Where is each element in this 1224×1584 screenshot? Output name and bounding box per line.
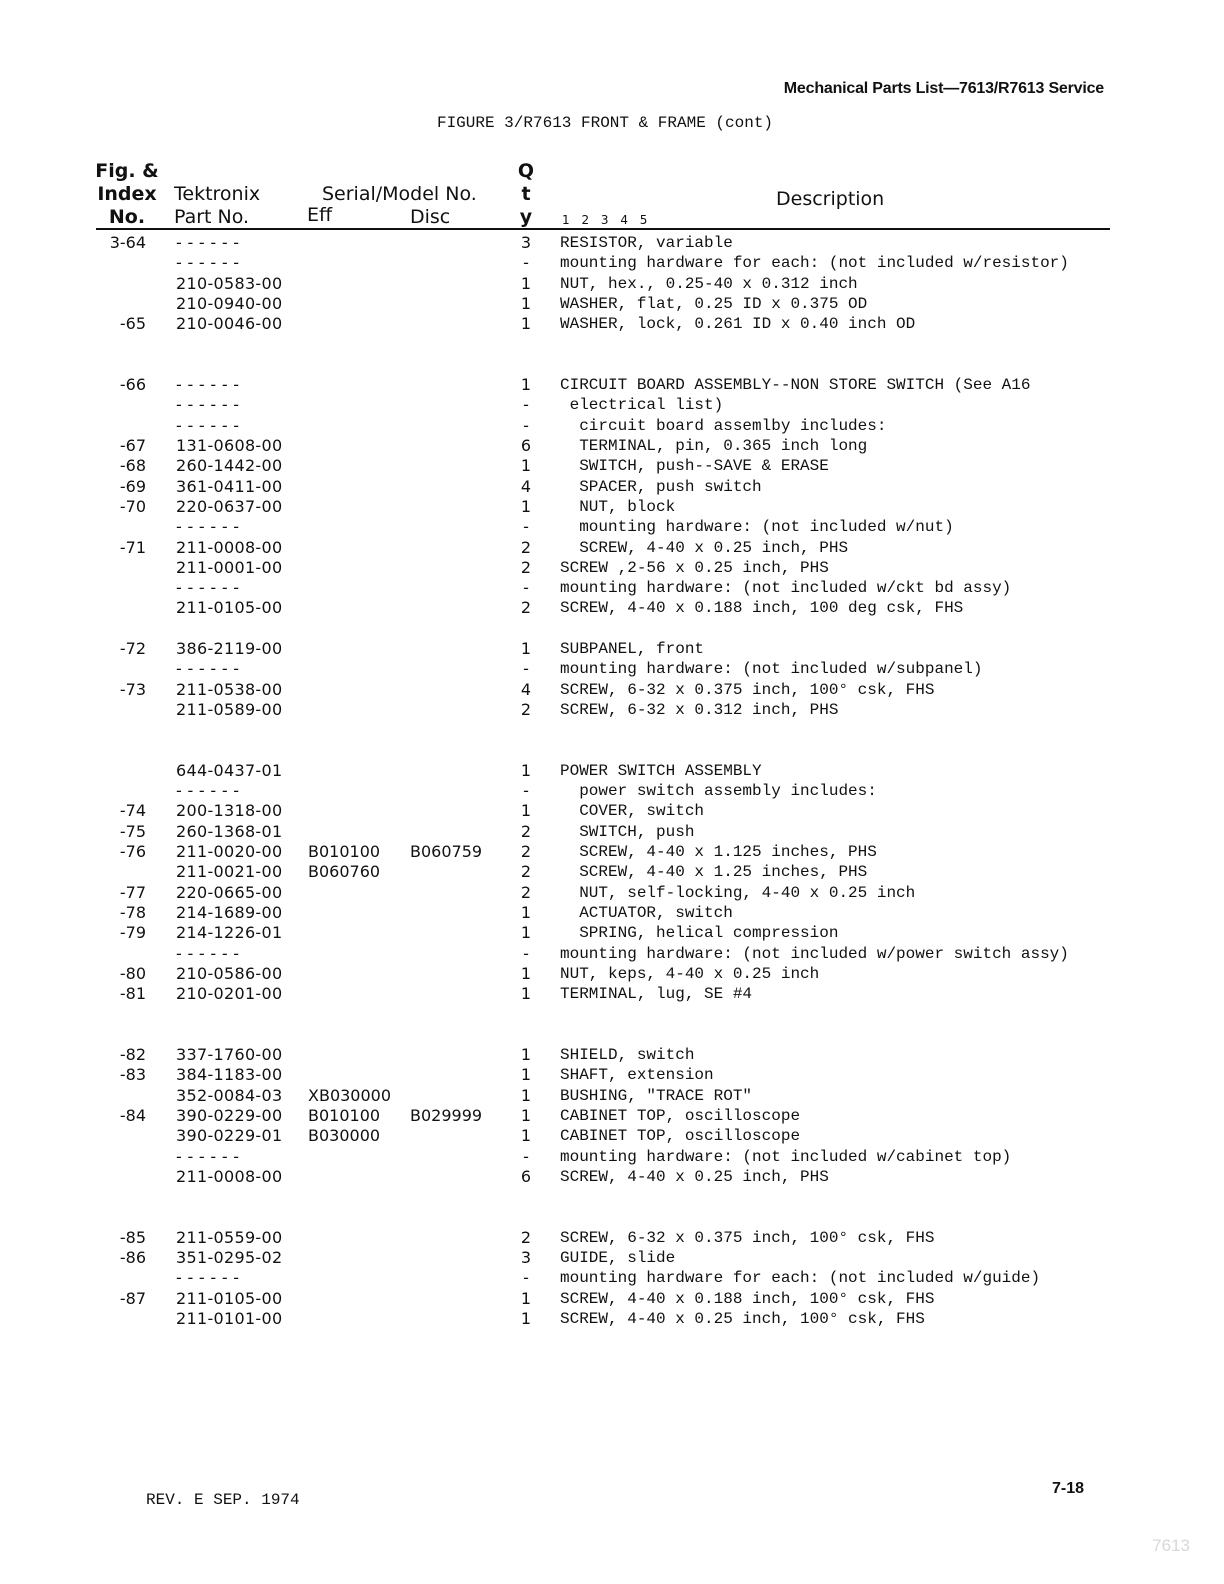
description-cell: SHIELD, switch [560,1046,695,1064]
part-no-heading-line2: Part No. [174,206,250,228]
quantity-cell: 1 [520,1045,532,1064]
qty-heading-line3: y [519,206,533,228]
description-cell: SCREW, 4-40 x 0.188 inch, 100 deg csk, FHS [560,599,964,618]
table-row [0,314,1224,334]
table-row [0,781,1224,801]
quantity-cell: 1 [520,496,532,516]
qty-heading-line1: Q [517,160,535,182]
part-number-cell: 210-0586-00 [176,963,283,983]
table-row [0,1086,1224,1106]
table-row [0,1045,1224,1065]
part-number-cell: 260-1368-01 [176,821,283,841]
quantity-cell: - [523,395,529,415]
quantity-cell: 2 [520,821,532,841]
part-no-heading [174,183,260,229]
description-heading: Description [776,188,885,210]
quantity-cell: 1 [520,273,532,293]
description-cell: mounting hardware: (not included w/subpanel) [560,660,983,679]
table-row [0,1065,1224,1085]
part-number-cell: 210-0583-00 [176,273,283,293]
part-no-heading-line1: Tektronix [174,183,261,205]
quantity-cell: 1 [520,1065,532,1085]
serial-disc-cell: B060759 [410,842,483,861]
quantity-cell: 2 [520,842,532,861]
description-cell: mounting hardware: (not included w/nut) [560,518,954,537]
table-row [0,862,1224,882]
description-cell: SWITCH, push [560,822,695,841]
quantity-cell: 1 [520,314,532,334]
part-number-cell: 351-0295-02 [176,1248,283,1267]
table-row [0,456,1224,476]
fig-index-cell: -81 [119,984,146,1004]
quantity-cell: - [523,659,529,679]
part-number-cell: 211-0538-00 [176,679,283,699]
description-cell: RESISTOR, variable [560,234,733,252]
quantity-cell: 4 [520,679,532,699]
fig-index-cell: -85 [119,1227,146,1247]
description-cell: WASHER, lock, 0.261 ID x 0.40 inch OD [560,315,916,334]
quantity-cell: 1 [520,456,532,476]
part-number-cell: - - - - - - [176,578,240,598]
part-number-cell: - - - - - - [176,1268,240,1288]
fig-index-cell: -82 [119,1045,146,1064]
quantity-cell: 1 [520,1126,532,1146]
table-row [0,598,1224,618]
table-row [0,274,1224,294]
quantity-cell: 6 [520,436,532,455]
quantity-cell: 1 [520,923,532,943]
quantity-cell: 1 [520,375,532,395]
description-cell: SPRING, helical compression [560,924,839,943]
table-row [0,801,1224,821]
fig-index-cell: -86 [119,1248,146,1267]
quantity-cell: - [523,781,529,801]
watermark: 7613 [1152,1536,1190,1555]
quantity-cell: 1 [520,639,532,658]
description-cell: mounting hardware: (not included w/ckt bd assy) [560,579,1012,598]
serial-eff-cell: B010100 [308,1105,381,1125]
fig-index-cell: -70 [119,496,146,516]
part-number-cell: - - - - - - [176,395,240,415]
part-number-cell: 390-0229-00 [176,1105,283,1125]
fig-index-heading-line3: No. [108,206,146,228]
part-number-cell: 211-0021-00 [176,862,283,882]
disc-heading: Disc [410,206,451,228]
part-number-cell: 211-0020-00 [176,842,283,861]
description-cell: CIRCUIT BOARD ASSEMBLY--NON STORE SWITCH (See A16 [560,376,1031,395]
description-cell: CABINET TOP, oscilloscope [560,1127,801,1146]
quantity-cell: 2 [520,537,532,557]
quantity-cell: - [523,1268,529,1288]
table-row [0,477,1224,497]
quantity-cell: 4 [520,476,532,496]
table-row [0,1106,1224,1126]
description-cell: WASHER, flat, 0.25 ID x 0.375 OD [560,294,868,313]
qty-heading [516,160,536,229]
part-number-cell: 214-1226-01 [176,923,283,943]
table-row [0,395,1224,415]
revision-footer: REV. E SEP. 1974 [146,1491,300,1509]
description-cell: COVER, switch [560,802,705,821]
fig-index-cell: -79 [119,923,146,943]
serial-eff-cell: XB030000 [308,1085,392,1105]
description-cell: TERMINAL, lug, SE #4 [560,985,753,1004]
fig-index-cell: -87 [119,1288,146,1308]
part-number-cell: 211-0101-00 [176,1308,283,1328]
fig-index-cell: -66 [119,375,146,395]
table-row [0,944,1224,964]
table-row [0,436,1224,456]
serial-model-heading: Serial/Model No. [322,183,477,205]
table-row [0,294,1224,314]
description-cell: NUT, hex., 0.25-40 x 0.312 inch [560,274,858,293]
table-row [0,1289,1224,1309]
table-row [0,639,1224,659]
indent-level-digits: 1 2 3 4 5 [562,213,652,227]
quantity-cell: 2 [520,598,532,618]
part-number-cell: - - - - - - [176,1146,240,1166]
table-row [0,659,1224,679]
table-row [0,700,1224,720]
part-number-cell: 260-1442-00 [176,456,283,476]
part-number-cell: - - - - - - [176,943,240,963]
quantity-cell: 2 [520,557,532,577]
fig-index-cell: -72 [119,639,146,658]
table-row [0,497,1224,517]
figure-title: FIGURE 3/R7613 FRONT & FRAME (cont) [436,114,774,132]
fig-index-cell: -84 [119,1105,146,1125]
description-cell: SCREW, 4-40 x 0.25 inch, PHS [560,538,849,557]
header-rule [96,228,1110,230]
description-cell: SCREW ,2-56 x 0.25 inch, PHS [560,558,829,577]
table-row [0,558,1224,578]
fig-index-cell: -76 [119,842,146,861]
part-number-cell: 200-1318-00 [176,801,283,821]
description-cell: mounting hardware: (not included w/cabinet top) [560,1147,1012,1166]
description-cell: TERMINAL, pin, 0.365 inch long [560,437,868,455]
quantity-cell: 3 [520,1248,532,1267]
description-cell: circuit board assemlby includes: [560,416,887,435]
fig-index-heading-line2: Index [97,183,157,205]
quantity-cell: 1 [520,902,532,922]
description-cell: GUIDE, slide [560,1249,676,1267]
fig-index-cell: -68 [119,456,146,476]
quantity-cell: - [523,253,529,273]
running-title: Mechanical Parts List—7613/R7613 Service [783,80,1104,97]
part-number-cell: - - - - - - [176,517,240,537]
qty-heading-line2: t [521,183,531,205]
fig-index-cell: 3-64 [109,233,146,252]
fig-index-cell: -67 [119,436,146,455]
description-cell: SCREW, 4-40 x 0.25 inch, 100° csk, FHS [560,1309,925,1328]
table-row [0,1228,1224,1248]
part-number-cell: 211-0559-00 [176,1227,283,1247]
fig-index-heading [92,160,162,229]
quantity-cell: 1 [520,984,532,1004]
quantity-cell: 2 [520,882,532,902]
part-number-cell: 384-1183-00 [176,1065,283,1085]
part-number-cell: 644-0437-01 [176,760,283,780]
part-number-cell: 210-0046-00 [176,314,283,334]
fig-index-cell: -74 [119,801,146,821]
table-row [0,538,1224,558]
part-number-cell: - - - - - - [176,253,240,273]
description-cell: POWER SWITCH ASSEMBLY [560,761,762,780]
table-row [0,233,1224,253]
part-number-cell: 211-0105-00 [176,598,283,618]
table-row [0,761,1224,781]
fig-index-cell: -65 [119,314,146,334]
table-row [0,1248,1224,1268]
description-cell: NUT, keps, 4-40 x 0.25 inch [560,964,820,983]
fig-index-cell: -69 [119,476,146,496]
table-row [0,578,1224,598]
description-cell: mounting hardware: (not included w/power switch assy) [560,944,1069,963]
description-cell: NUT, block [560,497,676,516]
part-number-cell: 220-0637-00 [176,496,283,516]
table-row [0,253,1224,273]
quantity-cell: 3 [520,233,532,252]
fig-index-cell: -77 [119,882,146,902]
fig-index-cell: -80 [119,963,146,983]
description-cell: SPACER, push switch [560,477,762,496]
description-cell: NUT, self-locking, 4-40 x 0.25 inch [560,883,916,902]
table-row [0,517,1224,537]
table-row [0,680,1224,700]
description-cell: SWITCH, push--SAVE & ERASE [560,457,829,476]
table-row [0,883,1224,903]
description-cell: CABINET TOP, oscilloscope [560,1106,801,1125]
table-row [0,903,1224,923]
serial-disc-cell: B029999 [410,1105,483,1125]
table-row [0,1309,1224,1329]
serial-eff-cell: B060760 [308,862,381,882]
description-cell: mounting hardware for each: (not included w/guide) [560,1269,1041,1288]
page-number: 7-18 [1051,1480,1084,1497]
part-number-cell: 211-0008-00 [176,537,283,557]
quantity-cell: - [523,943,529,963]
part-number-cell: 211-0008-00 [176,1166,283,1186]
description-cell: BUSHING, "TRACE ROT" [560,1086,753,1105]
table-row [0,375,1224,395]
quantity-cell: 1 [520,1105,532,1125]
part-number-cell: 211-0589-00 [176,699,283,719]
part-number-cell: - - - - - - [176,415,240,435]
quantity-cell: - [523,1146,529,1166]
description-cell: mounting hardware for each: (not included w/resistor) [560,254,1069,273]
part-number-cell: 210-0940-00 [176,293,283,313]
quantity-cell: 1 [520,963,532,983]
description-cell: SHAFT, extension [560,1066,714,1085]
description-cell: power switch assembly includes: [560,782,877,801]
part-number-cell: - - - - - - [176,233,240,252]
fig-index-heading-line1: Fig. & [95,160,159,182]
fig-index-cell: -73 [119,679,146,699]
quantity-cell: 1 [520,1288,532,1308]
table-row [0,1147,1224,1167]
description-cell: electrical list) [560,396,724,415]
table-row [0,964,1224,984]
part-number-cell: 386-2119-00 [176,639,283,658]
eff-heading: Eff [307,204,333,226]
part-number-cell: - - - - - - [176,781,240,801]
quantity-cell: 6 [520,1166,532,1186]
quantity-cell: 1 [520,1308,532,1328]
part-number-cell: 220-0665-00 [176,882,283,902]
part-number-cell: 352-0084-03 [176,1085,283,1105]
part-number-cell: - - - - - - [176,659,240,679]
description-cell: SCREW, 4-40 x 0.188 inch, 100° csk, FHS [560,1289,935,1308]
table-row [0,1268,1224,1288]
quantity-cell: - [523,415,529,435]
description-cell: SCREW, 4-40 x 0.25 inch, PHS [560,1167,829,1186]
part-number-cell: 214-1689-00 [176,902,283,922]
table-row [0,1167,1224,1187]
quantity-cell: 1 [520,1085,532,1105]
quantity-cell: - [523,517,529,537]
part-number-cell: 211-0001-00 [176,557,283,577]
table-row [0,822,1224,842]
description-cell: SCREW, 4-40 x 1.25 inches, PHS [560,863,868,882]
fig-index-cell: -71 [119,537,146,557]
description-cell: ACTUATOR, switch [560,903,733,922]
description-cell: SCREW, 6-32 x 0.312 inch, PHS [560,700,839,719]
part-number-cell: 361-0411-00 [176,476,283,496]
part-number-cell: 337-1760-00 [176,1045,283,1064]
fig-index-cell: -78 [119,902,146,922]
part-number-cell: 211-0105-00 [176,1288,283,1308]
table-row [0,923,1224,943]
quantity-cell: 2 [520,1227,532,1247]
table-row [0,984,1224,1004]
table-row [0,1126,1224,1146]
quantity-cell: 2 [520,862,532,882]
description-cell: SUBPANEL, front [560,640,705,658]
part-number-cell: 131-0608-00 [176,436,283,455]
description-cell: SCREW, 6-32 x 0.375 inch, 100° csk, FHS [560,680,935,699]
fig-index-cell: -75 [119,821,146,841]
part-number-cell: 210-0201-00 [176,984,283,1004]
quantity-cell: 2 [520,699,532,719]
fig-index-cell: -83 [119,1065,146,1085]
part-number-cell: - - - - - - [176,375,240,395]
quantity-cell: 1 [520,293,532,313]
quantity-cell: 1 [520,801,532,821]
serial-eff-cell: B030000 [308,1126,381,1146]
quantity-cell: - [523,578,529,598]
serial-eff-cell: B010100 [308,842,381,861]
description-cell: SCREW, 6-32 x 0.375 inch, 100° csk, FHS [560,1228,935,1247]
part-number-cell: 390-0229-01 [176,1126,283,1146]
table-row [0,416,1224,436]
description-cell: SCREW, 4-40 x 1.125 inches, PHS [560,843,877,861]
quantity-cell: 1 [520,760,532,780]
table-row [0,842,1224,862]
